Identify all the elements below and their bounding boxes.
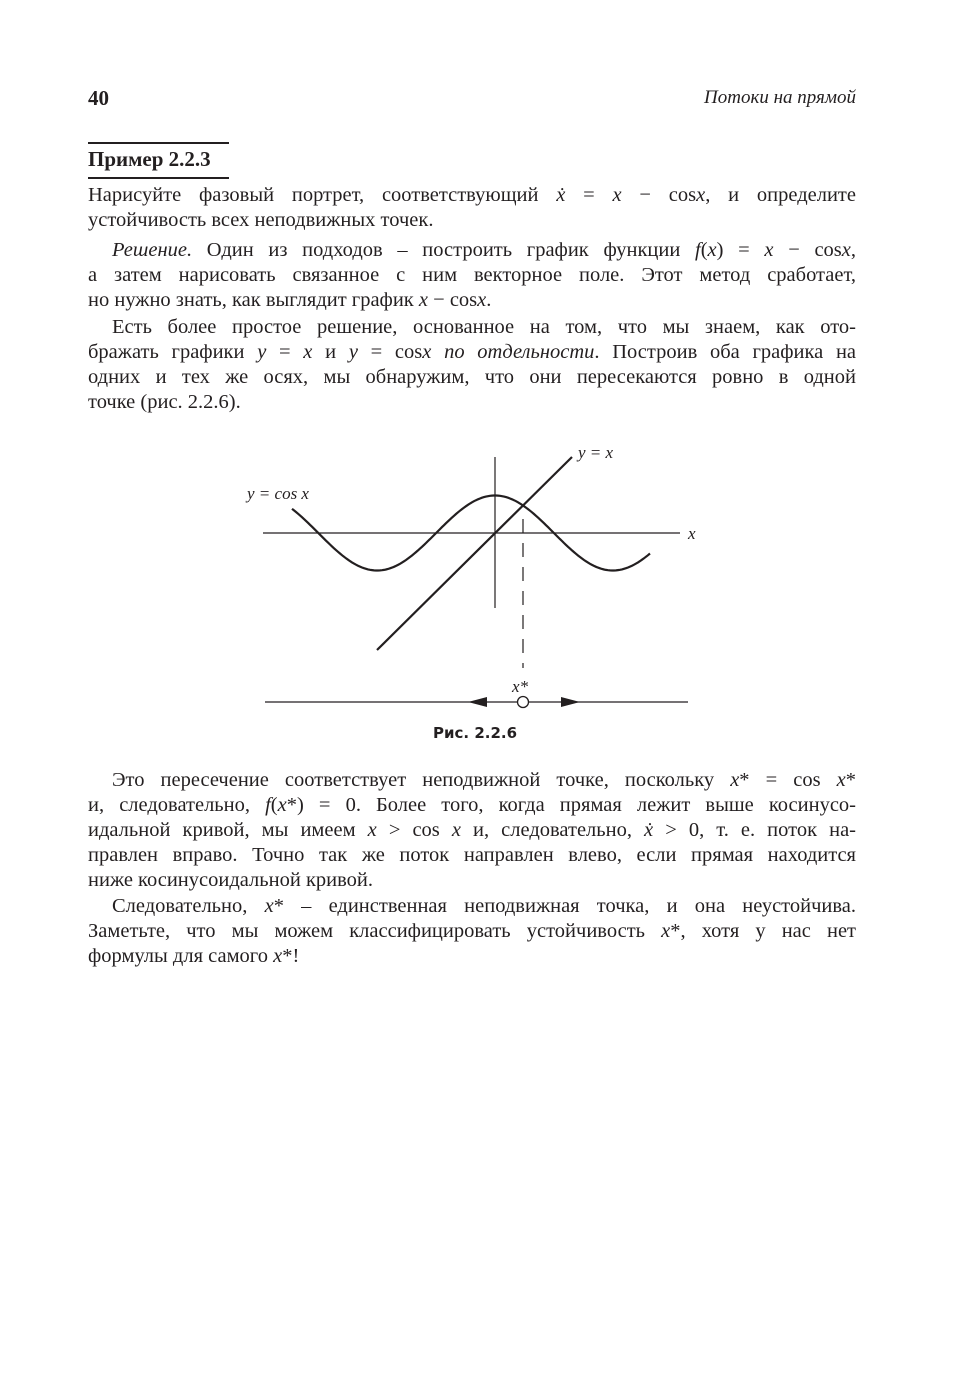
italic-text: по отдельности bbox=[444, 341, 595, 363]
text-segment: Это пересечение соответствует неподвижной точке, поскольку bbox=[112, 769, 731, 791]
text-segment: Один из подходов – построить график функции bbox=[192, 239, 695, 261]
italic-text: ẋ bbox=[556, 184, 566, 206]
text-line bbox=[88, 793, 856, 818]
text-segment: формулы для самого bbox=[88, 945, 274, 967]
text-segment: − cos bbox=[621, 184, 697, 206]
label-cos: y = cos x bbox=[247, 484, 309, 503]
text-segment: *) = 0. Более того, когда прямая лежит выше косинусо- bbox=[286, 794, 856, 816]
text-segment: = cos bbox=[357, 341, 423, 363]
running-head: Потоки на прямой bbox=[704, 87, 856, 108]
italic-text: x bbox=[836, 769, 846, 791]
text-segment: и, следовательно, bbox=[88, 794, 266, 816]
text-line bbox=[88, 894, 856, 919]
example-title: Пример 2.2.3 bbox=[88, 147, 211, 171]
text-segment: * = cos bbox=[739, 769, 837, 791]
italic-text: x bbox=[696, 184, 706, 206]
text-segment: , и определите bbox=[705, 184, 856, 206]
text-segment: = bbox=[266, 341, 304, 363]
text-segment: Нарисуйте фазовый портрет, соответствующий bbox=[88, 184, 557, 206]
text-line bbox=[88, 818, 856, 843]
italic-text: x bbox=[277, 794, 287, 816]
italic-text: x bbox=[661, 920, 671, 942]
italic-text: y bbox=[348, 341, 358, 363]
page-number: 40 bbox=[88, 86, 109, 110]
text-segment: ниже косинусоидальной кривой. bbox=[88, 869, 374, 891]
italic-text: x bbox=[841, 239, 851, 261]
text-segment: устойчивость всех неподвижных точек. bbox=[88, 209, 434, 231]
text-line bbox=[88, 944, 856, 969]
identity-line bbox=[377, 457, 572, 650]
text-segment: а затем нарисовать связанное с ним векторное поле. Этот метод сработает, bbox=[88, 264, 856, 286]
text-segment: = bbox=[565, 184, 613, 206]
text-segment: одних и тех же осях, мы обнаружим, что они пересекаются ровно в одной bbox=[88, 366, 856, 388]
text-segment: − cos bbox=[428, 289, 478, 311]
text-segment: идальной кривой, мы имеем bbox=[88, 819, 368, 841]
text-segment: . bbox=[486, 289, 492, 311]
label-fixed-point: x* bbox=[512, 677, 529, 696]
text-segment: точке (рис. 2.2.6). bbox=[88, 391, 241, 413]
text-line bbox=[88, 868, 856, 893]
text-segment: ) = bbox=[716, 239, 765, 261]
italic-text: x bbox=[451, 819, 461, 841]
figure-caption: Рис. 2.2.6 bbox=[433, 724, 518, 742]
label-axis: x bbox=[688, 524, 696, 543]
italic-text: x bbox=[764, 239, 774, 261]
text-segment: > 0, т. е. поток на- bbox=[653, 819, 856, 841]
italic-text: x bbox=[422, 341, 432, 363]
italic-text: Решение. bbox=[112, 239, 193, 261]
text-line bbox=[88, 768, 856, 793]
arrow-right-icon bbox=[561, 697, 580, 707]
text-segment: и, следовательно, bbox=[460, 819, 645, 841]
text-segment: ( bbox=[270, 794, 278, 816]
italic-text: y bbox=[257, 341, 267, 363]
italic-text: x bbox=[303, 341, 313, 363]
italic-text: x bbox=[612, 184, 622, 206]
fixed-point-marker bbox=[518, 697, 529, 708]
text-segment: . Построив оба графика на bbox=[594, 341, 857, 363]
text-segment: и bbox=[312, 341, 349, 363]
text-segment: − cos bbox=[773, 239, 842, 261]
italic-text: x bbox=[730, 769, 740, 791]
text-segment: Есть более простое решение, основанное на том, что мы знаем, как ото- bbox=[112, 316, 856, 338]
italic-text: x bbox=[367, 819, 377, 841]
text-line bbox=[88, 843, 856, 868]
italic-text: x bbox=[273, 945, 283, 967]
text-segment: > cos bbox=[376, 819, 452, 841]
arrow-left-icon bbox=[468, 697, 487, 707]
text-segment: * – единственная неподвижная точка, и она неустойчива. bbox=[273, 895, 856, 917]
italic-text: x bbox=[477, 289, 487, 311]
text-segment: ( bbox=[700, 239, 708, 261]
text-segment: *, хотя у нас нет bbox=[670, 920, 857, 942]
italic-text: ẋ bbox=[644, 819, 654, 841]
italic-text: x bbox=[707, 239, 717, 261]
text-segment: бражать графики bbox=[88, 341, 258, 363]
label-line: y = x bbox=[578, 443, 614, 462]
italic-text: f bbox=[695, 239, 701, 261]
text-segment: *! bbox=[282, 945, 300, 967]
text-segment: Заметьте, что мы можем классифицировать устойчивость bbox=[88, 920, 662, 942]
text-segment: правлен вправо. Точно так же поток направлен влево, если прямая находится bbox=[88, 844, 856, 866]
italic-text: f bbox=[265, 794, 271, 816]
text-segment: * bbox=[845, 769, 856, 791]
text-segment: но нужно знать, как выглядит график bbox=[88, 289, 419, 311]
italic-text: x bbox=[264, 895, 274, 917]
text-segment: , bbox=[850, 239, 857, 261]
text-segment: Следовательно, bbox=[112, 895, 265, 917]
italic-text: x bbox=[418, 289, 429, 311]
text-line bbox=[88, 919, 856, 944]
